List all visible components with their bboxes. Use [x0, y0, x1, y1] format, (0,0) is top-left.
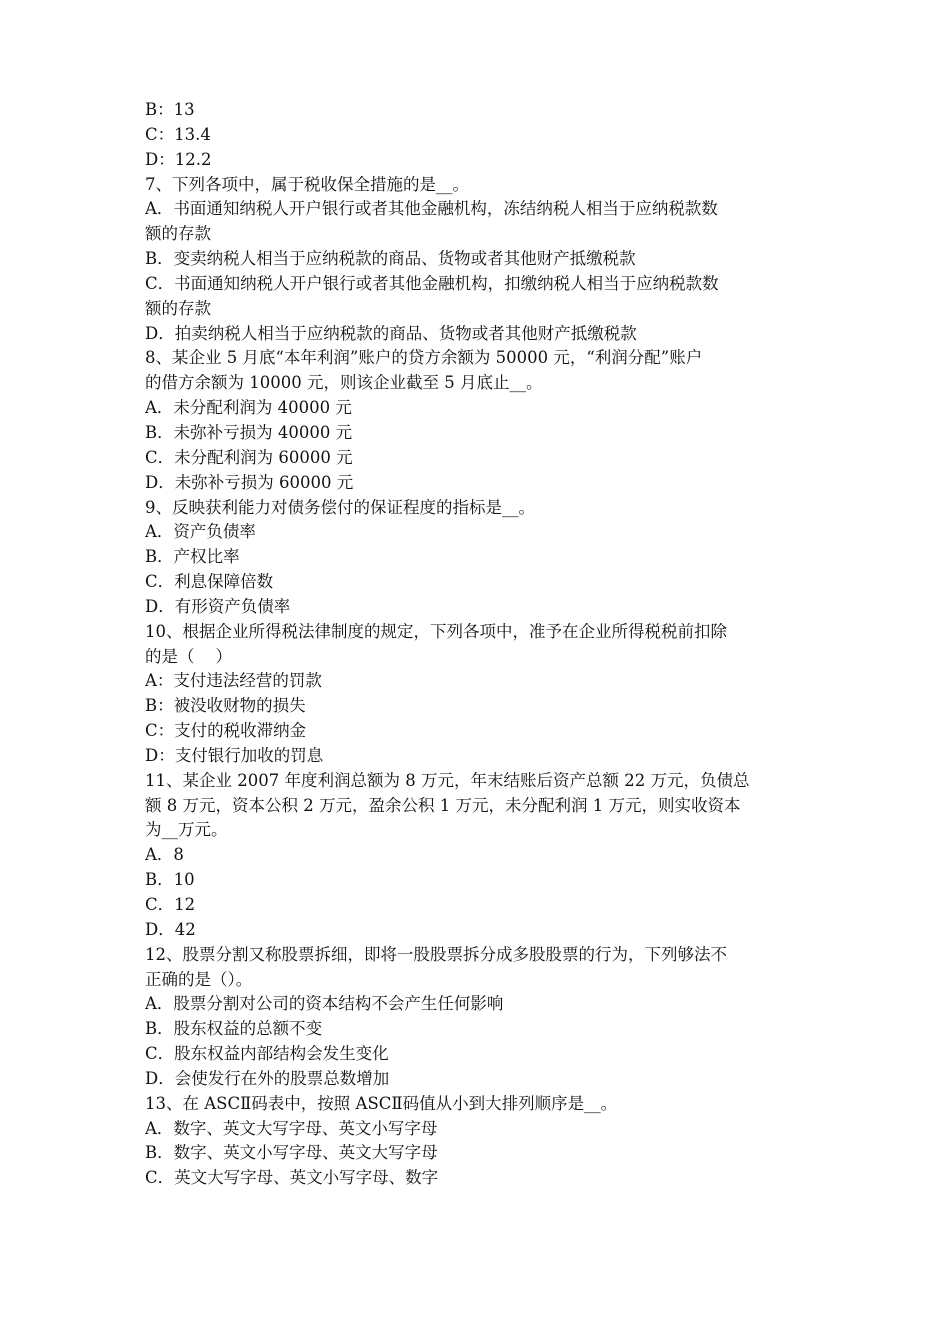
text-line: 为__万元。 — [145, 820, 228, 840]
text-line: 正确的是（）。 — [145, 969, 253, 989]
question-12: 12、股票分割又称股票拆细，即将一股股票拆分成多股股票的行为，下列够法不 — [145, 944, 727, 964]
text-line: C：13.4 — [145, 124, 211, 144]
text-line: B：被没收财物的损失 — [145, 696, 306, 716]
text-line: D．有形资产负债率 — [145, 596, 291, 616]
text-line: 的借方余额为 10000 元，则该企业截至 5 月底止__。 — [145, 373, 543, 393]
text-line: C．12 — [145, 895, 196, 914]
text-line: D：12.2 — [145, 149, 212, 169]
text-line: B．数字、英文小写字母、英文大写字母 — [145, 1143, 438, 1163]
text-line: A．资产负债率 — [145, 522, 256, 542]
text-line: D．会使发行在外的股票总数增加 — [145, 1068, 390, 1088]
text-line: B：13 — [145, 100, 195, 119]
text-line: A．数字、英文大写字母、英文小写字母 — [145, 1118, 438, 1138]
text-line: 额的存款 — [145, 298, 211, 318]
text-line: D：支付银行加收的罚息 — [145, 745, 324, 765]
text-line: D．42 — [145, 919, 196, 939]
question-7: 7、下列各项中，属于税收保全措施的是__。 — [145, 174, 469, 194]
question-8: 8、某企业 5 月底“本年利润”账户的贷方余额为 50000 元，“利润分配”账户 — [145, 348, 703, 368]
text-line: B．股东权益的总额不变 — [145, 1019, 323, 1039]
text-line: C．书面通知纳税人开户银行或者其他金融机构，扣缴纳税人相当于应纳税款数 — [145, 273, 719, 293]
text-line: B．10 — [145, 870, 195, 890]
text-line: 额 8 万元，资本公积 2 万元，盈余公积 1 万元，未分配利润 1 万元，则实收资本 — [145, 795, 741, 815]
question-11: 11、某企业 2007 年度利润总额为 8 万元，年末结账后资产总额 22 万元，负债总 — [145, 770, 750, 790]
question-13: 13、在 ASCⅡ码表中，按照 ASCⅡ码值从小到大排列顺序是__。 — [145, 1093, 618, 1113]
question-9: 9、反映获利能力对债务偿付的保证程度的指标是__。 — [145, 497, 535, 517]
text-line: C：支付的税收滞纳金 — [145, 721, 307, 741]
text-line: B．产权比率 — [145, 547, 240, 567]
text-line: A．8 — [145, 845, 184, 865]
text-line: A．未分配利润为 40000 元 — [145, 398, 352, 418]
text-line: A：支付违法经营的罚款 — [145, 671, 322, 691]
text-line: B．变卖纳税人相当于应纳税款的商品、货物或者其他财产抵缴税款 — [145, 249, 636, 269]
text-line: B．未弥补亏损为 40000 元 — [145, 422, 353, 442]
text-line: C．利息保障倍数 — [145, 572, 274, 592]
text-line: D．拍卖纳税人相当于应纳税款的商品、货物或者其他财产抵缴税款 — [145, 323, 637, 343]
text-line: C．未分配利润为 60000 元 — [145, 447, 353, 467]
text-line: C．股东权益内部结构会发生变化 — [145, 1044, 389, 1064]
text-line: 的是（ ） — [145, 646, 232, 666]
text-line: A．股票分割对公司的资本结构不会产生任何影响 — [145, 994, 504, 1014]
text-line: C．英文大写字母、英文小写字母、数字 — [145, 1168, 439, 1188]
question-10: 10、根据企业所得税法律制度的规定，下列各项中，准予在企业所得税税前扣除 — [145, 621, 727, 641]
text-line: A．书面通知纳税人开户银行或者其他金融机构，冻结纳税人相当于应纳税款数 — [145, 199, 718, 219]
document-page — [145, 98, 815, 1191]
text-line: D．未弥补亏损为 60000 元 — [145, 472, 354, 492]
text-line: 额的存款 — [145, 224, 211, 244]
